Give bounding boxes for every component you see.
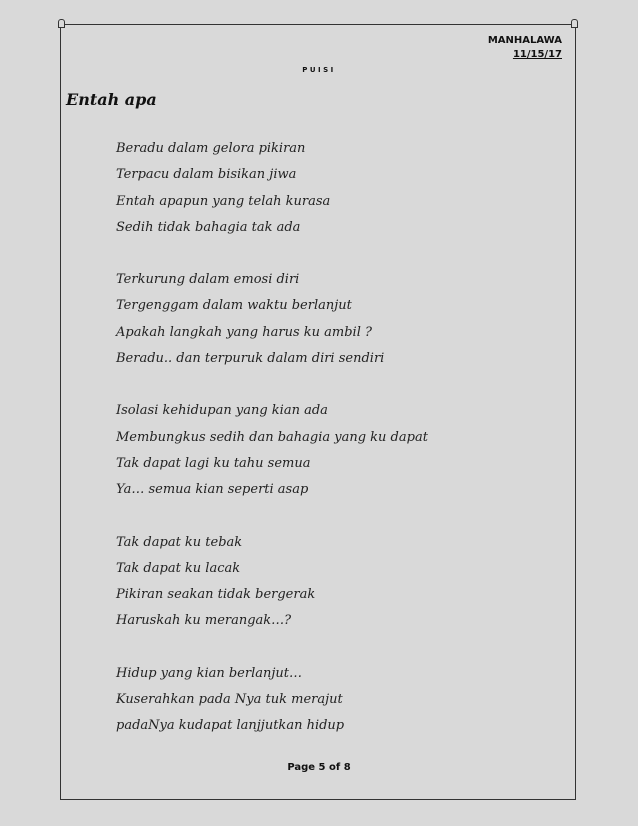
poem-line: padaNya kudapat lanjjutkan hidup (116, 718, 345, 734)
stanza (116, 530, 556, 635)
poem-body (116, 136, 556, 766)
poem-line: Tak dapat lagi ku tahu semua (116, 455, 311, 471)
poem-line: Haruskah ku merangak…? (116, 613, 292, 629)
poem-line: Kuserahkan pada Nya tuk merajut (116, 692, 343, 708)
page-number: Page 5 of 8 (287, 762, 351, 773)
header-date: 11/15/17 (512, 49, 562, 60)
poem-line: Apakah langkah yang harus ku ambil ? (116, 324, 372, 340)
poem-line: Tak dapat ku tebak (116, 534, 243, 550)
poem-line: Entah apapun yang telah kurasa (116, 193, 331, 209)
poem-line: Terkurung dalam emosi diri (116, 272, 300, 288)
poem-line: Sedih tidak bahagia tak ada (116, 219, 301, 235)
page-corner-right-ornament (571, 19, 578, 28)
page-corner-left-ornament (58, 19, 65, 28)
poem-line: Isolasi kehidupan yang kian ada (116, 403, 328, 419)
stanza (116, 398, 556, 503)
poem-line: Tergenggam dalam waktu berlanjut (116, 298, 352, 314)
page-header (488, 34, 562, 62)
poem-line: Terpacu dalam bisikan jiwa (116, 167, 297, 183)
poem-line: Ya… semua kian seperti asap (116, 482, 309, 498)
stanza (116, 267, 556, 372)
header-author: MANHALAWA (487, 35, 562, 46)
section-label: PUISI (302, 66, 336, 74)
poem-line: Hidup yang kian berlanjut… (116, 665, 302, 681)
poem-line: Tak dapat ku lacak (116, 560, 241, 576)
stanza (116, 136, 556, 241)
poem-line: Beradu.. dan terpuruk dalam diri sendiri (116, 351, 385, 367)
poem-title: Entah apa (66, 90, 157, 109)
stanza (116, 661, 556, 740)
poem-line: Membungkus sedih dan bahagia yang ku dapat (116, 429, 428, 445)
poem-line: Pikiran seakan tidak bergerak (116, 587, 316, 603)
poem-line: Beradu dalam gelora pikiran (116, 141, 306, 156)
